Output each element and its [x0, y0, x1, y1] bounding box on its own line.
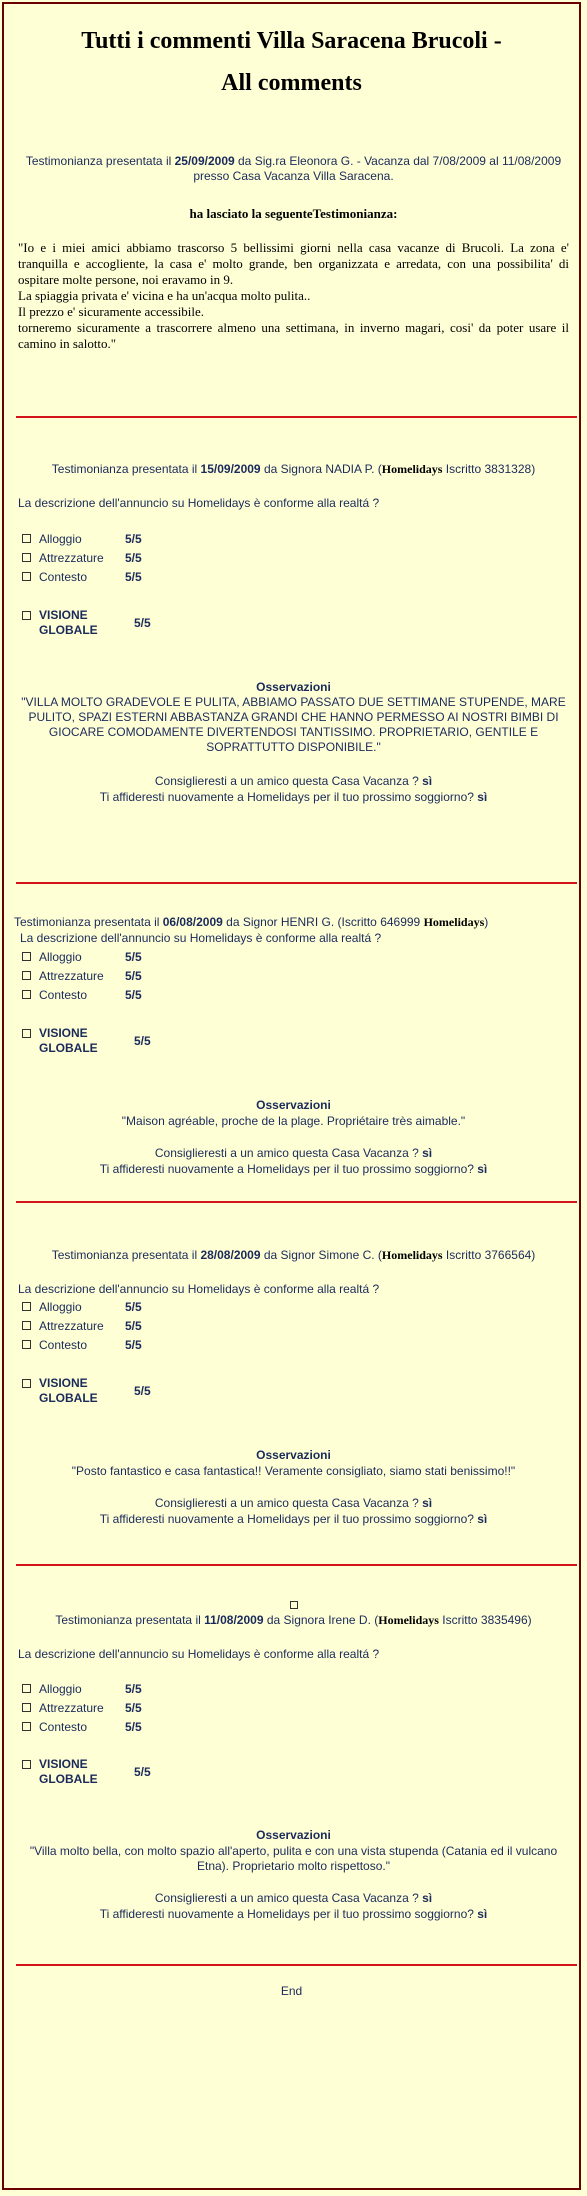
bullet-icon	[22, 611, 31, 620]
rating-attrezzature: Attrezzature 5/5	[22, 548, 142, 567]
review3-intro: Testimonianza presentata il 06/08/2009 da Signor HENRI G. (Iscritto 646999 Homelidays)	[14, 915, 489, 929]
bullet-icon	[22, 1760, 31, 1769]
review2-recommend: Consiglieresti a un amico questa Casa Vacanza ? sì	[154, 774, 433, 788]
bullet-icon	[22, 990, 31, 999]
rating-contesto: Contesto 5/5	[22, 1335, 142, 1354]
rating-alloggio: Alloggio 5/5	[22, 1679, 142, 1698]
review2-intro: Testimonianza presentata il 15/09/2009 da Signora NADIA P. (Homelidays Iscritto 3831328)	[51, 462, 536, 476]
rating-alloggio: Alloggio 5/5	[22, 947, 142, 966]
review4-recommend: Consiglieresti a un amico questa Casa Vacanza ? sì	[154, 1496, 433, 1510]
rating-alloggio: Alloggio 5/5	[22, 529, 142, 548]
review5-visione-globale: VISIONE GLOBALE 5/5	[22, 1757, 151, 1787]
divider	[16, 416, 577, 418]
bullet-icon	[22, 1321, 31, 1330]
review2-question: La descrizione dell'annuncio su Homelidays è conforme alla realtá ?	[18, 496, 380, 510]
review5-comment: "Villa molto bella, con molto spazio all'aperto, pulita e con una vista stupenda (Catania ed il vulcano Etna). Proprietario molto rispettoso."	[29, 1844, 558, 1873]
review1-intro: Testimonianza presentata il 25/09/2009 da Sig.ra Eleonora G. - Vacanza dal 7/08/2009 al 11/08/2009 presso Casa Vacanza Villa Saracena.	[25, 154, 562, 183]
bullet-icon	[22, 1703, 31, 1712]
review5-question: La descrizione dell'annuncio su Homelidays è conforme alla realtá ?	[18, 1647, 380, 1661]
divider	[16, 1564, 577, 1566]
review4-again: Ti affideresti nuovamente a Homelidays per il tuo prossimo soggiorno? sì	[99, 1512, 488, 1526]
rating-contesto: Contesto 5/5	[22, 567, 142, 586]
review5-date: 11/08/2009	[204, 1613, 264, 1627]
page-subtitle: All comments	[221, 70, 362, 96]
rating-attrezzature: Attrezzature 5/5	[22, 1698, 142, 1717]
review5-ratings	[22, 1679, 142, 1736]
page-title: Tutti i commenti Villa Saracena Brucoli -	[81, 28, 502, 54]
end-label: End	[280, 1984, 303, 1998]
review1-date: 25/09/2009	[174, 154, 235, 168]
bullet-icon	[22, 1029, 31, 1038]
review5-intro: Testimonianza presentata il 11/08/2009 da Signora Irene D. (Homelidays Iscritto 3835496)	[55, 1613, 532, 1627]
bullet-icon	[22, 1379, 31, 1388]
review2-date: 15/09/2009	[200, 462, 261, 476]
rating-contesto: Contesto 5/5	[22, 1717, 142, 1736]
review5-recommend: Consiglieresti a un amico questa Casa Vacanza ? sì	[154, 1891, 433, 1905]
bullet-icon	[22, 1684, 31, 1693]
review2-comment: "VILLA MOLTO GRADEVOLE E PULITA, ABBIAMO PASSATO DUE SETTIMANE STUPENDE, MARE PULITO, SPAZI ESTERNI ABBASTANZA GRANDI CHE HANNO PERMESSO AI NOSTRI BIMBI DI GIOCARE COMODAMENTE DIVERTENDOSI TANTISSIMO. PROPRIETARIO, GENTILE E SOPRATTUTTO DISPONIBILE."	[21, 695, 566, 754]
review4-osservazioni-title: Osservazioni	[256, 1448, 331, 1462]
rating-alloggio: Alloggio 5/5	[22, 1297, 142, 1316]
review3-comment: "Maison agréable, proche de la plage. Propriétaire très aimable."	[121, 1114, 466, 1128]
review4-intro: Testimonianza presentata il 28/08/2009 da Signor Simone C. (Homelidays Iscritto 3766564)	[51, 1248, 536, 1262]
bullet-icon	[22, 1302, 31, 1311]
review5-again: Ti affideresti nuovamente a Homelidays per il tuo prossimo soggiorno? sì	[99, 1907, 488, 1921]
review4-question: La descrizione dell'annuncio su Homelidays è conforme alla realtá ?	[18, 1282, 380, 1296]
review2-osservazioni-title: Osservazioni	[256, 680, 331, 694]
review2-ratings	[22, 529, 142, 586]
review4-ratings	[22, 1297, 142, 1354]
divider	[16, 1201, 577, 1203]
divider	[16, 1964, 577, 1966]
bullet-icon	[22, 553, 31, 562]
review4-comment: "Posto fantastico e casa fantastica!! Veramente consigliato, siamo stati benissimo!!"	[71, 1464, 516, 1478]
review3-again: Ti affideresti nuovamente a Homelidays per il tuo prossimo soggiorno? sì	[99, 1162, 488, 1176]
review3-osservazioni-title: Osservazioni	[256, 1098, 331, 1112]
review3-date: 06/08/2009	[162, 915, 223, 929]
review5-bullet	[18, 1598, 569, 1612]
review4-visione-globale: VISIONE GLOBALE 5/5	[22, 1376, 151, 1406]
review2-again: Ti affideresti nuovamente a Homelidays per il tuo prossimo soggiorno? sì	[99, 790, 488, 804]
review3-ratings	[22, 947, 142, 1004]
rating-attrezzature: Attrezzature 5/5	[22, 1316, 142, 1335]
bullet-icon	[22, 952, 31, 961]
bullet-icon	[22, 971, 31, 980]
rating-attrezzature: Attrezzature 5/5	[22, 966, 142, 985]
bullet-icon	[22, 1340, 31, 1349]
bullet-icon	[22, 572, 31, 581]
review4-date: 28/08/2009	[200, 1248, 261, 1262]
divider	[16, 882, 577, 884]
page-frame	[2, 2, 581, 2190]
bullet-icon	[22, 1722, 31, 1731]
review3-question: La descrizione dell'annuncio su Homelidays è conforme alla realtá ?	[20, 931, 382, 945]
review3-recommend: Consiglieresti a un amico questa Casa Vacanza ? sì	[154, 1146, 433, 1160]
review1-comment: "Io e i miei amici abbiamo trascorso 5 bellissimi giorni nella casa vacanze di Brucoli. La zona e' tranquilla e accogliente, la casa e' molto grande, ben organizzata e arredata, con una possibilita' di ospitare molte persone, noi eravamo in 9. La spiaggia privata e' vicina e ha un'acqua molto pulita.. Il prezzo e' sicuramente accessibile. torneremo sicuramente a trascorrere almeno una settimana, in inverno magari, cosi' da poter usare il camino in salotto."	[18, 240, 569, 351]
bullet-icon	[22, 534, 31, 543]
rating-contesto: Contesto 5/5	[22, 985, 142, 1004]
review2-visione-globale: VISIONE GLOBALE 5/5	[22, 608, 151, 638]
review1-heading: ha lasciato la seguenteTestimonianza:	[189, 206, 398, 221]
review5-osservazioni-title: Osservazioni	[256, 1828, 331, 1842]
bullet-icon	[290, 1601, 298, 1609]
review3-visione-globale: VISIONE GLOBALE 5/5	[22, 1026, 151, 1056]
